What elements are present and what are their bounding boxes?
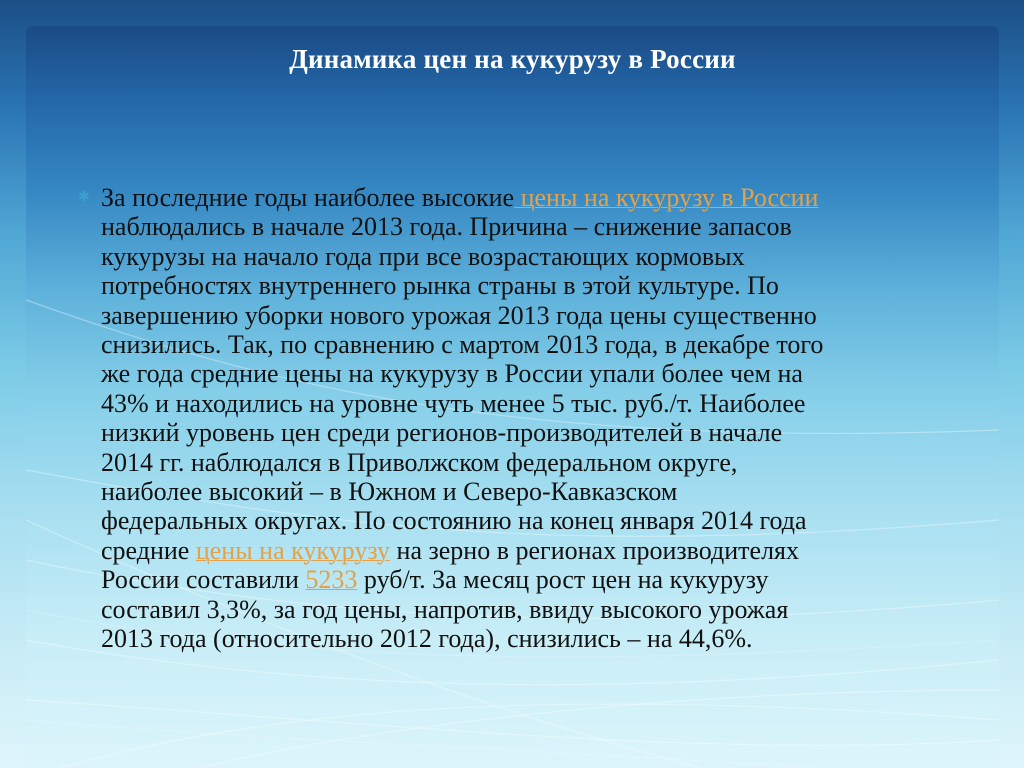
link-corn-prices-russia[interactable]: цены на кукурузу в России [514, 183, 819, 212]
link-corn-prices[interactable]: цены на кукурузу [195, 535, 391, 565]
paragraph-text: За последние годы наиболее высокие [101, 183, 515, 212]
paragraph-text: на зерно в регионах производителях России составили [101, 535, 800, 595]
asterisk-bullet-icon: ✱ [78, 190, 90, 205]
paragraph-text: руб/т. За месяц рост цен на кукурузу составил 3,3%, за год цены, напротив, ввиду высокого урожая 2013 года (относительно 2012 года), снизились – на 44,6%. [101, 565, 789, 654]
slide-title: Динамика цен на кукурузу в России [289, 44, 736, 74]
body-paragraph [101, 183, 975, 654]
link-price-5233[interactable]: 5233 [305, 565, 358, 595]
content-bullet [70, 183, 975, 654]
paragraph-text: наблюдались в начале 2013 года. Причина – снижение запасов кукурузы на начало года при все возрастающих кормовых потребностях внутреннего рынка страны в этой культуре. По завершению уборки нового урожая 2013 года цены существенно снизились. Так, по сравнению с мартом 2013 года, в декабре того же года средние цены на кукурузу в России упали более чем на 43% и находились на уровне чуть менее 5 тыс. руб./т. Наиболее низкий уровень цен среди регионов-производителей в начале 2014 гг. наблюдался в Приволжском федеральном округе, наиболее высокий – в Южном и Северо-Кавказском федеральных округах. По состоянию на конец января 2014 года средние [101, 212, 824, 565]
